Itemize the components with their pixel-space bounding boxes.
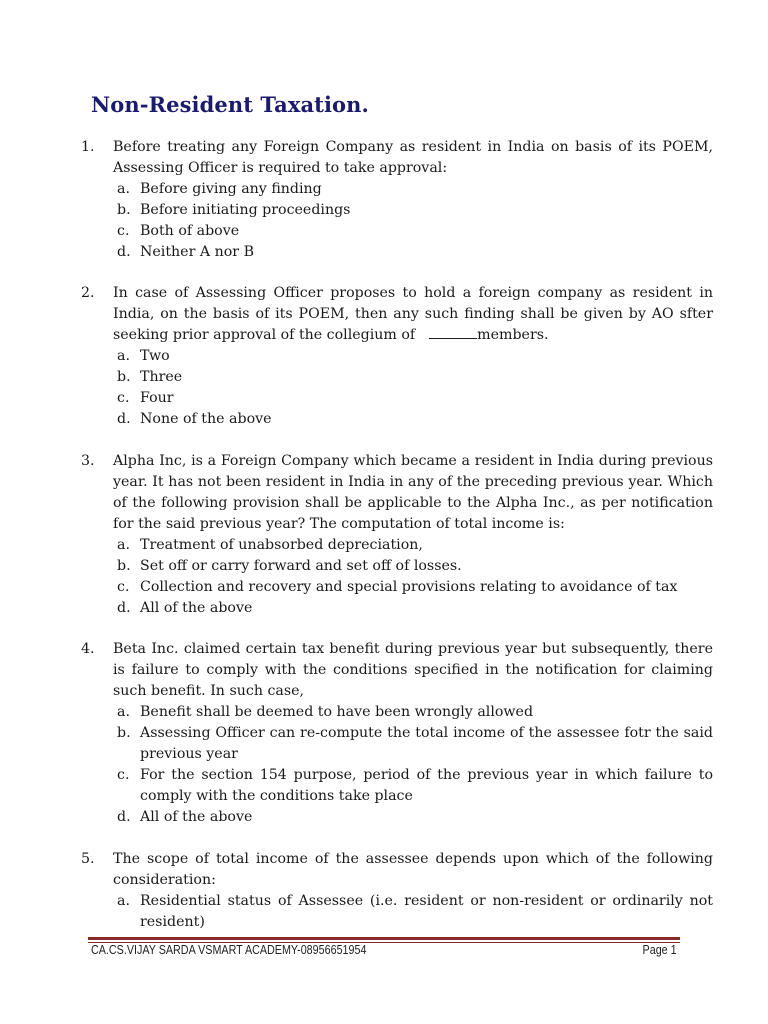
- question-number: 1.: [81, 139, 95, 155]
- option: [113, 891, 713, 933]
- option: [113, 200, 713, 221]
- option-text: Neither A nor B: [140, 244, 255, 260]
- option-text: Both of above: [140, 223, 240, 239]
- option-text: Treatment of unabsorbed depreciation,: [140, 537, 423, 553]
- option: [113, 346, 713, 367]
- option: [113, 388, 713, 409]
- option-text: Collection and recovery and special provisions relating to avoidance of tax: [140, 579, 678, 595]
- option-text: Residential status of Assessee (i.e. resident or non-resident or ordinarily not resident): [140, 893, 713, 930]
- option-list: [113, 346, 713, 430]
- option-text: Three: [140, 369, 183, 385]
- option-letter: a.: [117, 537, 130, 553]
- question-text-after-blank: members.: [477, 327, 549, 343]
- option-list: [113, 535, 713, 619]
- question-number: 4.: [81, 641, 95, 657]
- option-letter: c.: [117, 579, 130, 595]
- option-text: Assessing Officer can re-compute the total income of the assessee fotr the said previous year: [140, 725, 713, 762]
- option-letter: b.: [117, 369, 131, 385]
- option: [113, 242, 713, 263]
- option-letter: d.: [117, 809, 131, 825]
- option: [113, 723, 713, 765]
- question-number: 3.: [81, 453, 95, 469]
- question-text: The scope of total income of the assessee depends upon which of the following consideration:: [113, 851, 713, 888]
- footer-author: CA.CS.VIJAY SARDA VSMART ACADEMY-08956651954: [91, 943, 367, 957]
- option: [113, 577, 713, 598]
- option: [113, 556, 713, 577]
- option-letter: a.: [117, 348, 130, 364]
- option: [113, 221, 713, 242]
- option-text: Before giving any finding: [140, 181, 322, 197]
- question-text: Before treating any Foreign Company as resident in India on basis of its POEM, Assessing Officer is required to take approval:: [113, 139, 713, 176]
- option-text: All of the above: [140, 809, 253, 825]
- question-text: Beta Inc. claimed certain tax benefit during previous year but subsequently, there is failure to comply with the conditions specified in the notification for claiming such benefit. In such case,: [113, 641, 713, 699]
- option-letter: b.: [117, 202, 131, 218]
- option-letter: a.: [117, 181, 130, 197]
- option-list: [113, 891, 713, 933]
- option: [113, 598, 713, 619]
- option-list: [113, 179, 713, 263]
- option-text: Before initiating proceedings: [140, 202, 351, 218]
- option-text: None of the above: [140, 411, 272, 427]
- question-number: 5.: [81, 851, 95, 867]
- option: [113, 179, 713, 200]
- page-number: Page 1: [642, 943, 677, 957]
- option-text: For the section 154 purpose, period of the previous year in which failure to comply with the conditions take place: [140, 767, 713, 804]
- option-letter: c.: [117, 390, 130, 406]
- fill-in-blank: [429, 326, 477, 339]
- option-text: Four: [140, 390, 174, 406]
- question-text: [113, 283, 713, 346]
- option: [113, 367, 713, 388]
- option-text: Two: [140, 348, 170, 364]
- option: [113, 535, 713, 556]
- question-text: Alpha Inc, is a Foreign Company which became a resident in India during previous year. It has not been resident in India in any of the preceding previous year. Which of the following provision shall be applicable to the Alpha Inc., as per notification for the said previous year? The computation of total income is:: [113, 453, 713, 532]
- option: [113, 765, 713, 807]
- question-text-before-blank: In case of Assessing Officer proposes to hold a foreign company as resident in India, on the basis of its POEM, then any such finding shall be given by AO sfter seeking prior approval of the collegium of: [113, 285, 713, 343]
- option-text: All of the above: [140, 600, 253, 616]
- option: [113, 409, 713, 430]
- option-letter: c.: [117, 223, 130, 239]
- option-letter: d.: [117, 600, 131, 616]
- option-letter: a.: [117, 704, 130, 720]
- question-number: 2.: [81, 285, 95, 301]
- option-text: Set off or carry forward and set off of losses.: [140, 558, 462, 574]
- option: [113, 702, 713, 723]
- option-text: Benefit shall be deemed to have been wrongly allowed: [140, 704, 534, 720]
- option: [113, 807, 713, 828]
- option-letter: b.: [117, 558, 131, 574]
- option-letter: c.: [117, 767, 130, 783]
- option-letter: d.: [117, 411, 131, 427]
- option-letter: b.: [117, 725, 131, 741]
- footer-rule-thick: [88, 937, 680, 940]
- option-letter: a.: [117, 893, 130, 909]
- page-title: Non-Resident Taxation.: [91, 92, 369, 117]
- option-letter: d.: [117, 244, 131, 260]
- option-list: [113, 702, 713, 828]
